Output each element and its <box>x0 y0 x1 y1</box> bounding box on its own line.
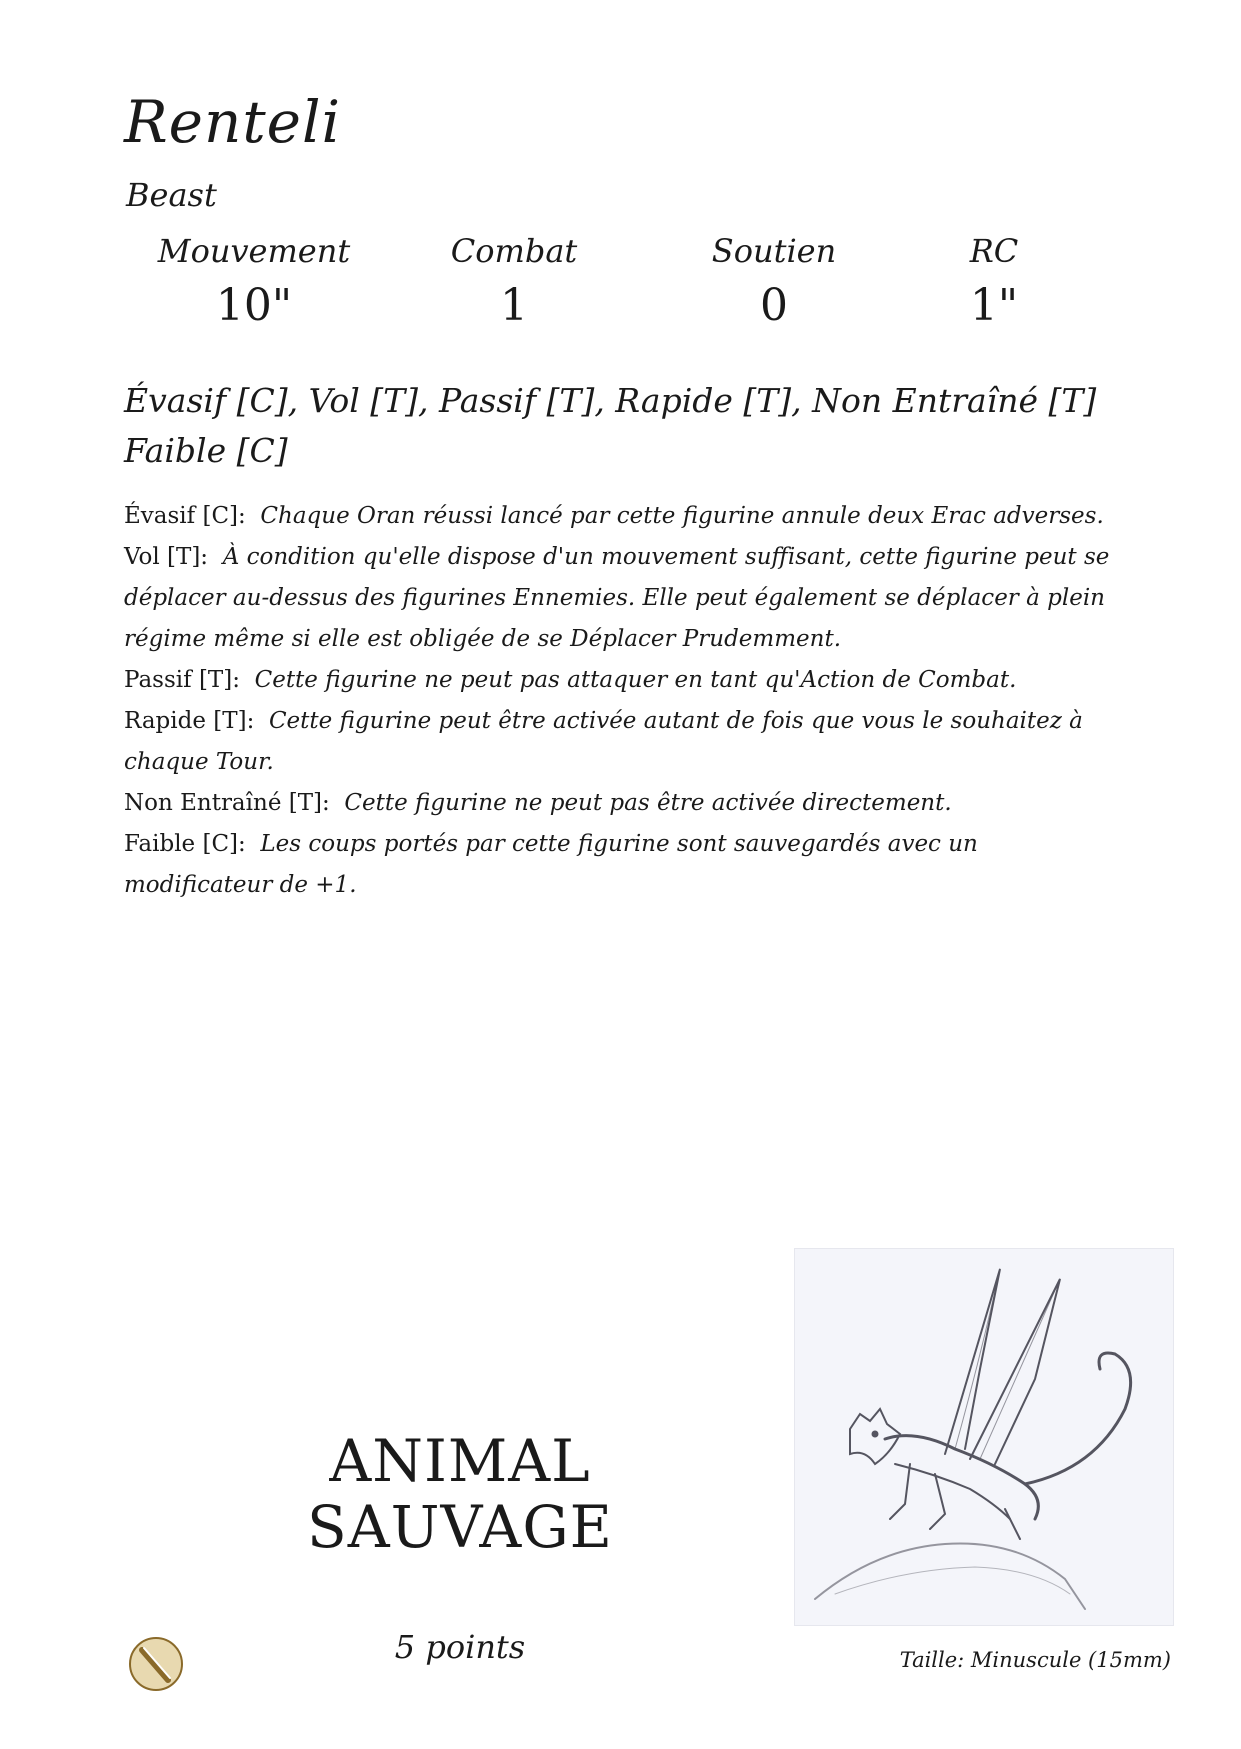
rule-text: Cette figurine ne peut pas attaquer en tant qu'Action de Combat. <box>254 667 1017 693</box>
stat-rc <box>904 232 1084 331</box>
rule-text: Cette figurine peut être activée autant de fois que vous le souhaitez à chaque Tour. <box>124 708 1083 775</box>
rule-name: Passif [T]: <box>124 667 240 693</box>
traits-list <box>124 376 1124 476</box>
stat-soutien <box>644 232 904 331</box>
rule-item <box>124 783 1124 824</box>
stat-label: Combat <box>450 232 578 270</box>
stat-label: Mouvement <box>157 232 351 270</box>
rule-text: Chaque Oran réussi lancé par cette figurine annule deux Erac adverses. <box>260 503 1104 529</box>
stat-value: 0 <box>760 280 788 331</box>
size-label: Taille: Minuscule (15mm) <box>899 1648 1171 1672</box>
traits-line: Évasif [C], Vol [T], Passif [T], Rapide [T], Non Entraîné [T] <box>124 381 1097 420</box>
creature-name: Renteli <box>124 88 342 156</box>
rule-name: Vol [T]: <box>124 544 209 570</box>
rule-text: À condition qu'elle dispose d'un mouvement suffisant, cette figurine peut se déplacer au-dessus des figurines Ennemies. Elle peut également se déplacer à plein régime même si elle est obligée de se Déplacer Prudemment. <box>124 544 1110 652</box>
rules-list <box>124 496 1124 906</box>
unit-type-line: ANIMAL <box>329 1427 591 1495</box>
rule-item <box>124 496 1124 537</box>
stat-combat <box>384 232 644 331</box>
points-cost: 5 points <box>394 1628 526 1666</box>
stat-mouvement <box>124 232 384 331</box>
stat-value: 1" <box>969 280 1019 331</box>
rule-text: Cette figurine ne peut pas être activée directement. <box>344 790 952 816</box>
publisher-logo-icon <box>124 1630 188 1694</box>
creature-category: Beast <box>126 176 217 214</box>
traits-line: Faible [C] <box>124 431 288 470</box>
rule-text: Les coups portés par cette figurine sont sauvegardés avec un modificateur de +1. <box>124 831 978 898</box>
creature-sketch <box>794 1248 1174 1626</box>
stat-label: Soutien <box>711 232 837 270</box>
rule-item <box>124 824 1124 906</box>
rule-item <box>124 660 1124 701</box>
dragon-sketch-icon <box>795 1249 1173 1625</box>
rule-item <box>124 701 1124 783</box>
stat-value: 10" <box>215 280 293 331</box>
stat-value: 1 <box>500 280 528 331</box>
rule-item <box>124 537 1124 660</box>
unit-type-line: SAUVAGE <box>306 1493 613 1561</box>
rule-name: Faible [C]: <box>124 831 246 857</box>
rule-name: Non Entraîné [T]: <box>124 790 330 816</box>
rule-name: Évasif [C]: <box>124 503 246 529</box>
stats-row <box>124 232 1104 342</box>
stat-label: RC <box>969 232 1019 270</box>
rule-name: Rapide [T]: <box>124 708 255 734</box>
unit-type <box>260 1428 660 1560</box>
